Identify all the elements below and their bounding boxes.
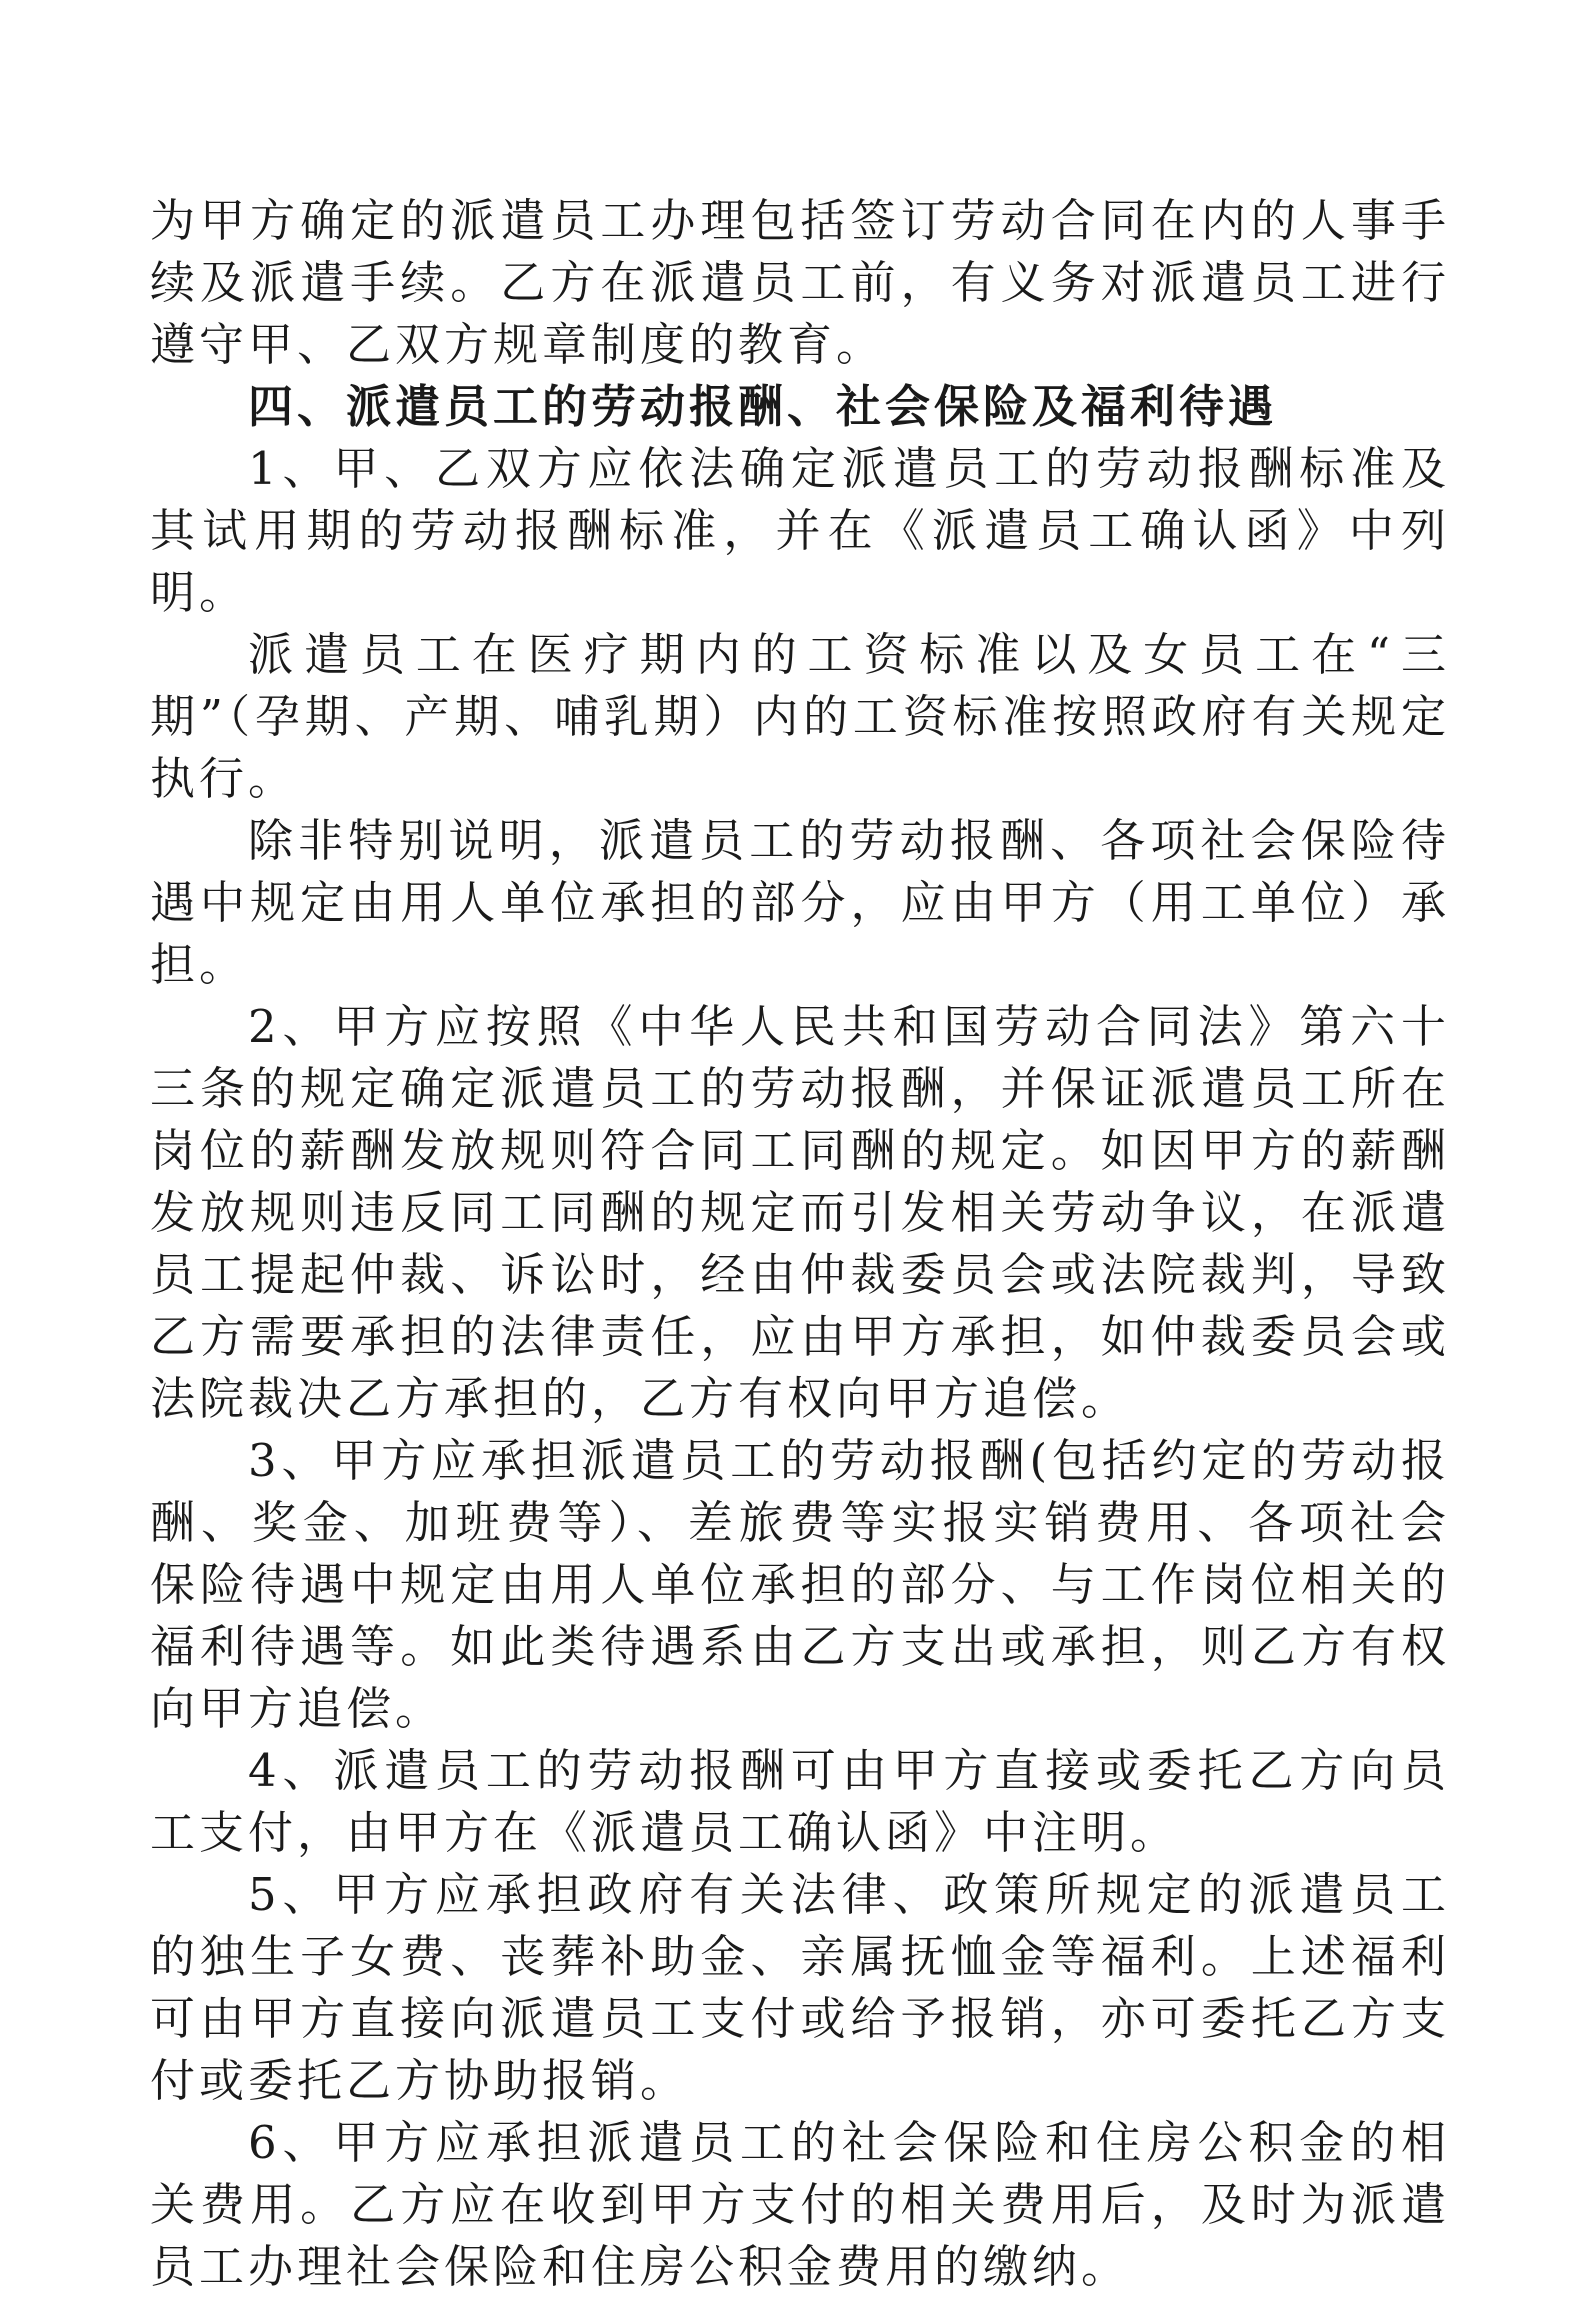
clause-1-cost-bearing: 除非特别说明，派遣员工的劳动报酬、各项社会保险待遇中规定由用人单位承担的部分，应由甲方（用工单位）承担。 [150,814,1450,991]
clause-2: 2、甲方应按照《中华人民共和国劳动合同法》第六十三条的规定确定派遣员工的劳动报酬，并保证派遣员工所在岗位的薪酬发放规则符合同工同酬的规定。如因甲方的薪酬发放规则违反同工同酬的规定而引发相关劳动争议，在派遣员工提起仲裁、诉讼时，经由仲裁委员会或法院裁判，导致乙方需要承担的法律责任，应由甲方承担，如仲裁委员会或法院裁决乙方承担的，乙方有权向甲方追偿。 [150,1000,1450,1425]
clause-3: 3、甲方应承担派遣员工的劳动报酬(包括约定的劳动报酬、奖金、加班费等）、差旅费等实报实销费用、各项社会保险待遇中规定由用人单位承担的部分、与工作岗位相关的福利待遇等。如此类待遇系由乙方支出或承担，则乙方有权向甲方追偿。 [150,1434,1450,1735]
clause-6: 6、甲方应承担派遣员工的社会保险和住房公积金的相关费用。乙方应在收到甲方支付的相关费用后，及时为派遣员工办理社会保险和住房公积金费用的缴纳。 [150,2116,1450,2293]
document-body [150,190,1450,2298]
paragraph-continuation: 为甲方确定的派遣员工办理包括签订劳动合同在内的人事手续及派遣手续。乙方在派遣员工前，有义务对派遣员工进行遵守甲、乙双方规章制度的教育。 [150,194,1450,371]
clause-1: 1、甲、乙双方应依法确定派遣员工的劳动报酬标准及其试用期的劳动报酬标准，并在《派遣员工确认函》中列明。 [150,442,1450,619]
section-heading: 四、派遣员工的劳动报酬、社会保险及福利待遇 [248,380,1278,433]
clause-4: 4、派遣员工的劳动报酬可由甲方直接或委托乙方向员工支付，由甲方在《派遣员工确认函》中注明。 [150,1744,1450,1859]
clause-1-medical-period: 派遣员工在医疗期内的工资标准以及女员工在“三期”（孕期、产期、哺乳期）内的工资标准按照政府有关规定执行。 [150,628,1450,805]
clause-5: 5、甲方应承担政府有关法律、政策所规定的派遣员工的独生子女费、丧葬补助金、亲属抚恤金等福利。上述福利可由甲方直接向派遣员工支付或给予报销，亦可委托乙方支付或委托乙方协助报销。 [150,1868,1450,2107]
